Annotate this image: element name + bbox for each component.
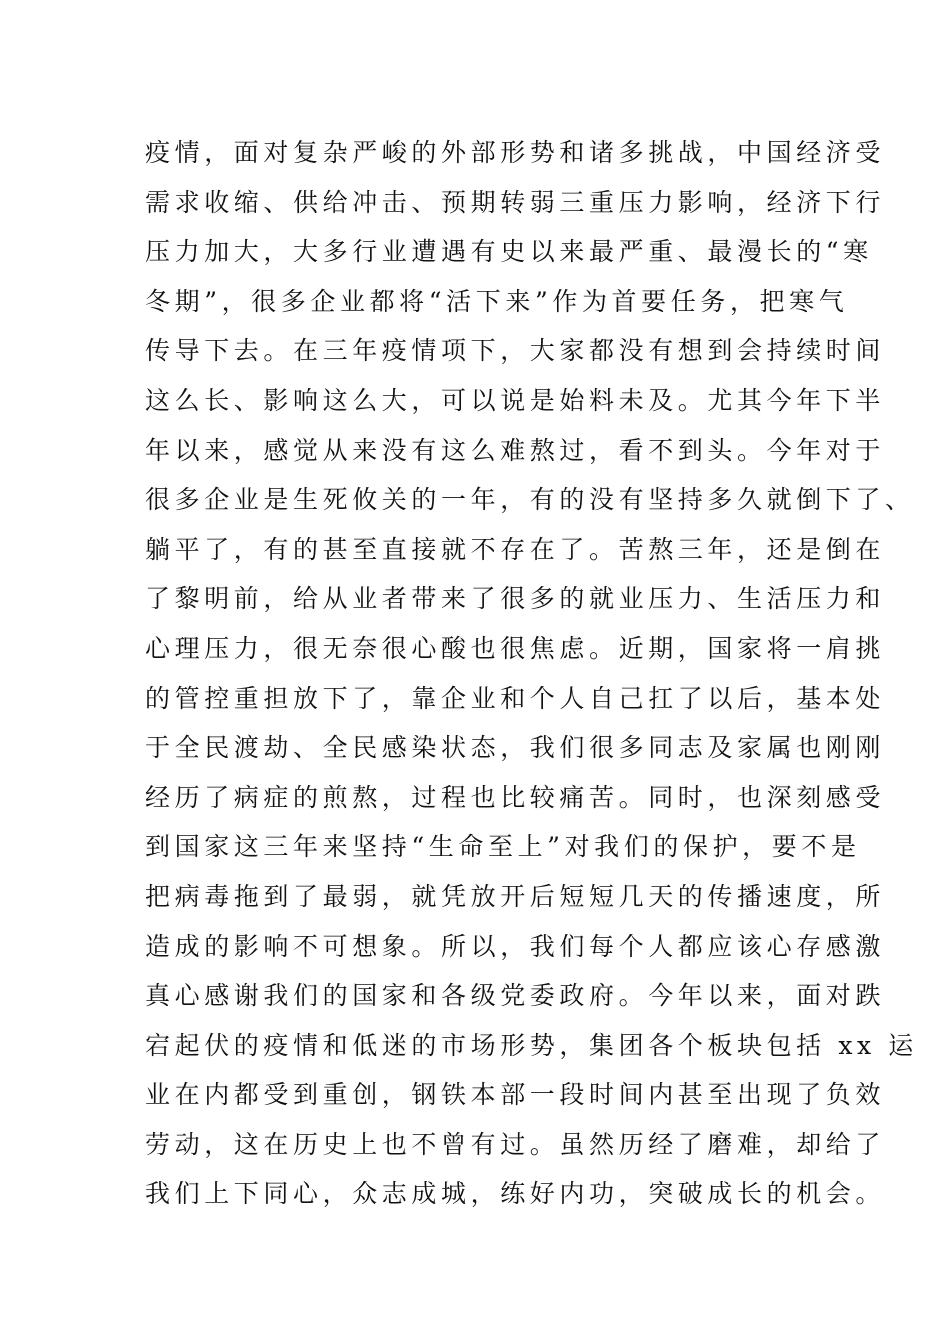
text-line: 我们上下同心，众志成城，练好内功，突破成长的机会。 xyxy=(145,1179,886,1209)
text-line: 真心感谢我们的国家和各级党委政府。今年以来，面对跌 xyxy=(145,981,886,1011)
text-line: 于全民渡劫、全民感染状态，我们很多同志及家属也刚刚 xyxy=(145,733,886,763)
text-line: 劳动，这在历史上也不曾有过。虽然历经了磨难，却给了 xyxy=(145,1129,886,1159)
text-line: 造成的影响不可想象。所以，我们每个人都应该心存感激 xyxy=(145,931,886,961)
text-line: 的管控重担放下了，靠企业和个人自己扛了以后，基本处 xyxy=(145,683,886,713)
text-line: 了黎明前，给从业者带来了很多的就业压力、生活压力和 xyxy=(145,584,886,614)
text-line: 把病毒拖到了最弱，就凭放开后短短几天的传播速度，所 xyxy=(145,881,886,911)
text-line: 到国家这三年来坚持“生命至上”对我们的保护，要不是 xyxy=(145,832,861,862)
text-line: 心理压力，很无奈很心酸也很焦虑。近期，国家将一肩挑 xyxy=(145,633,886,663)
body-paragraph xyxy=(145,128,918,1219)
text-line: 业在内都受到重创，钢铁本部一段时间内甚至出现了负效 xyxy=(145,1080,886,1110)
text-line: 压力加大，大多行业遭遇有史以来最严重、最漫长的“寒 xyxy=(145,237,873,267)
text-line: 这么长、影响这么大，可以说是始料未及。尤其今年下半 xyxy=(145,385,886,415)
text-line: 经历了病症的煎熬，过程也比较痛苦。同时，也深刻感受 xyxy=(145,782,886,812)
text-line: 传导下去。在三年疫情项下，大家都没有想到会持续时间 xyxy=(145,336,886,366)
text-line: 年以来，感觉从来没有这么难熬过，看不到头。今年对于 xyxy=(145,435,886,465)
text-line: 宕起伏的疫情和低迷的市场形势，集团各个板块包括 xx 运 xyxy=(145,1030,918,1060)
text-line: 很多企业是生死攸关的一年，有的没有坚持多久就倒下了、 xyxy=(145,485,915,515)
text-line: 冬期”，很多企业都将“活下来”作为首要任务，把寒气 xyxy=(145,286,849,316)
text-line: 需求收缩、供给冲击、预期转弱三重压力影响，经济下行 xyxy=(145,187,886,217)
text-line: 躺平了，有的甚至直接就不存在了。苦熬三年，还是倒在 xyxy=(145,534,886,564)
text-line: 疫情，面对复杂严峻的外部形势和诸多挑战，中国经济受 xyxy=(145,138,886,167)
